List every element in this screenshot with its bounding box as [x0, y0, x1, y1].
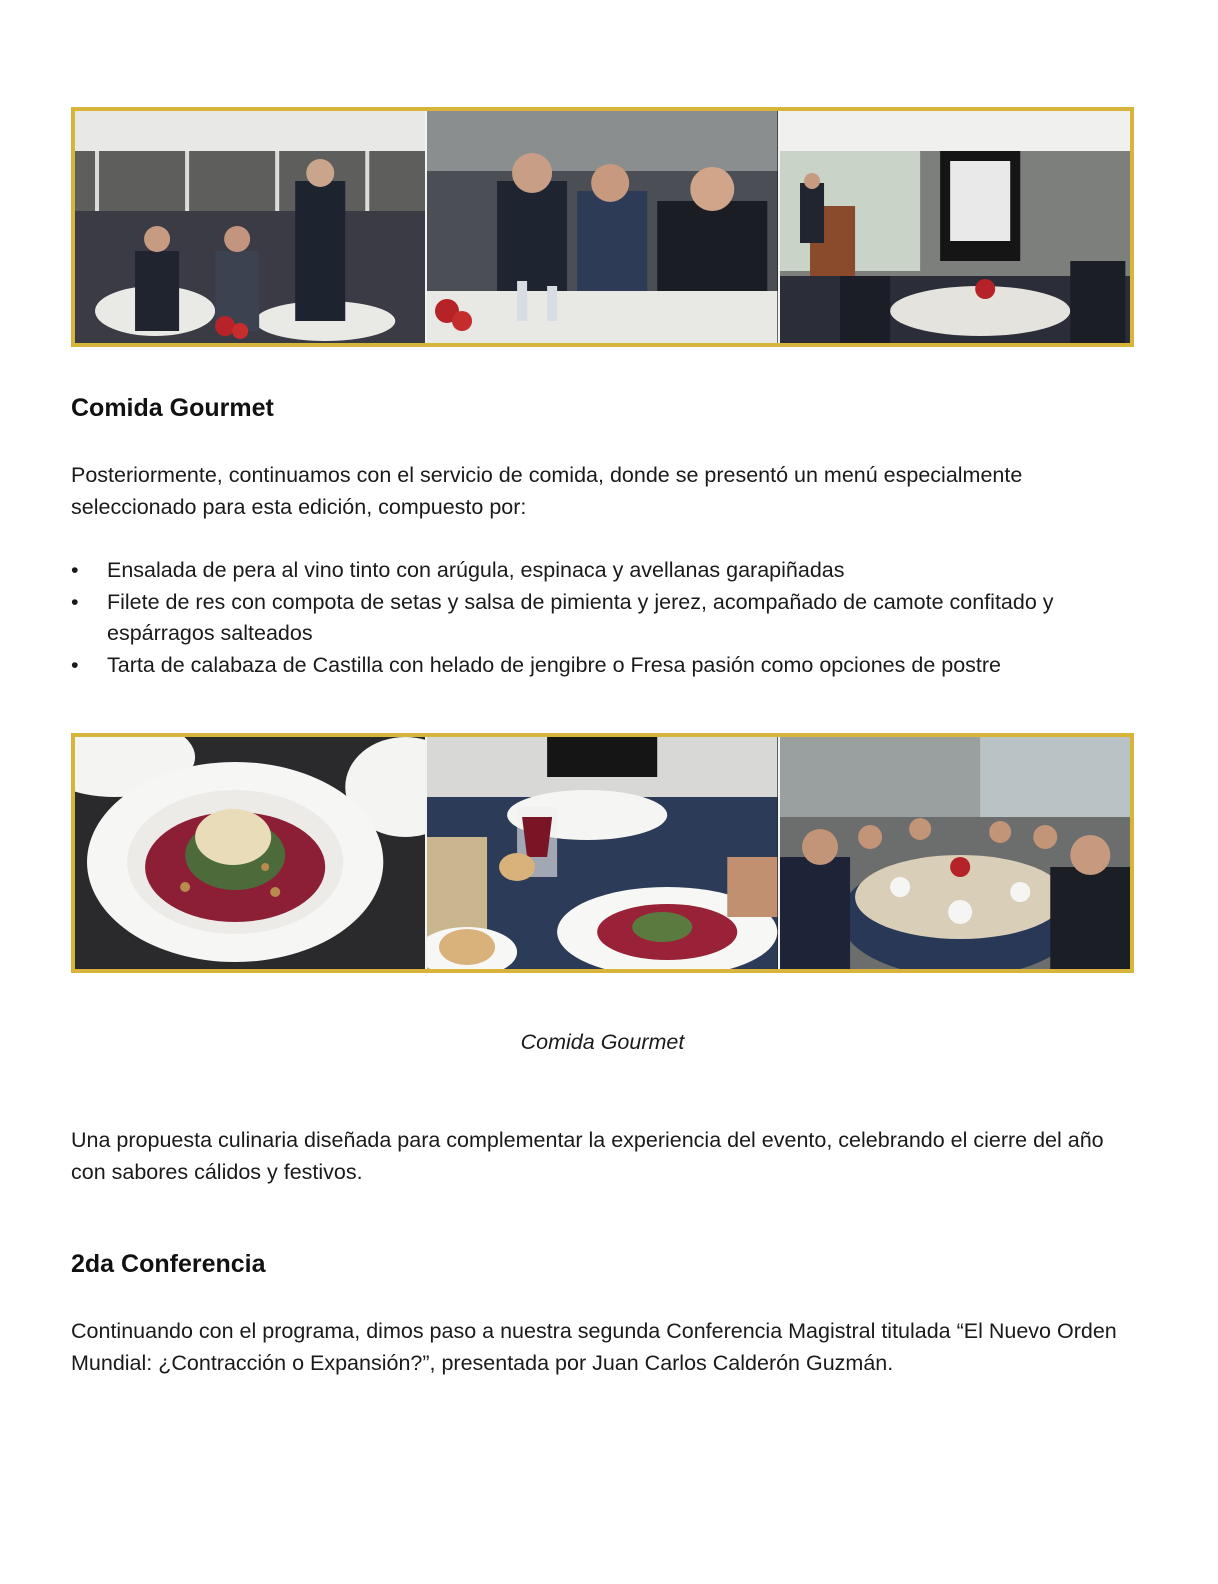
photo-salad-plate [75, 737, 425, 969]
menu-item-text: Ensalada de pera al vino tinto con arúgula, espinaca y avellanas garapiñadas [107, 558, 845, 582]
photo-banquet-hall [75, 111, 425, 343]
list-item [71, 650, 1139, 682]
menu-item-text: Filete de res con compota de setas y salsa de pimienta y jerez, acompañado de camote confitado y espárragos salteados [107, 589, 1054, 645]
food-photo-strip [71, 733, 1134, 973]
photo-wine-service [425, 737, 777, 969]
closing-paragraph: Una propuesta culinaria diseñada para complementar la experiencia del evento, celebrando el cierre del año con sabores cálidos y festivos. [71, 1128, 1104, 1184]
photo-caption: Comida Gourmet [520, 1030, 685, 1054]
section-heading-2da-conferencia: 2da Conferencia [71, 1250, 266, 1278]
list-item [71, 555, 1139, 587]
bullet-icon: • [71, 558, 79, 582]
photo-dinner-guests [778, 737, 1130, 969]
intro-paragraph: Posteriormente, continuamos con el servicio de comida, donde se presentó un menú especialmente seleccionado para esta edición, compuesto por: [71, 463, 1023, 519]
event-photo-strip [71, 107, 1134, 347]
photo-conference-stage [778, 111, 1130, 343]
menu-item-text: Tarta de calabaza de Castilla con helado de jengibre o Fresa pasión como opciones de postre [107, 652, 1002, 677]
bullet-icon: • [71, 652, 79, 677]
photo-guests-table [425, 111, 777, 343]
bullet-icon: • [71, 589, 79, 614]
section-heading-comida-gourmet: Comida Gourmet [71, 394, 274, 422]
list-item [71, 587, 1139, 650]
menu-list [71, 555, 1139, 681]
conference-paragraph: Continuando con el programa, dimos paso a nuestra segunda Conferencia Magistral titulada “El Nuevo Orden Mundial: ¿Contracción o Expansión?”, presentada por Juan Carlos Calderón Guzmán. [71, 1319, 1117, 1375]
